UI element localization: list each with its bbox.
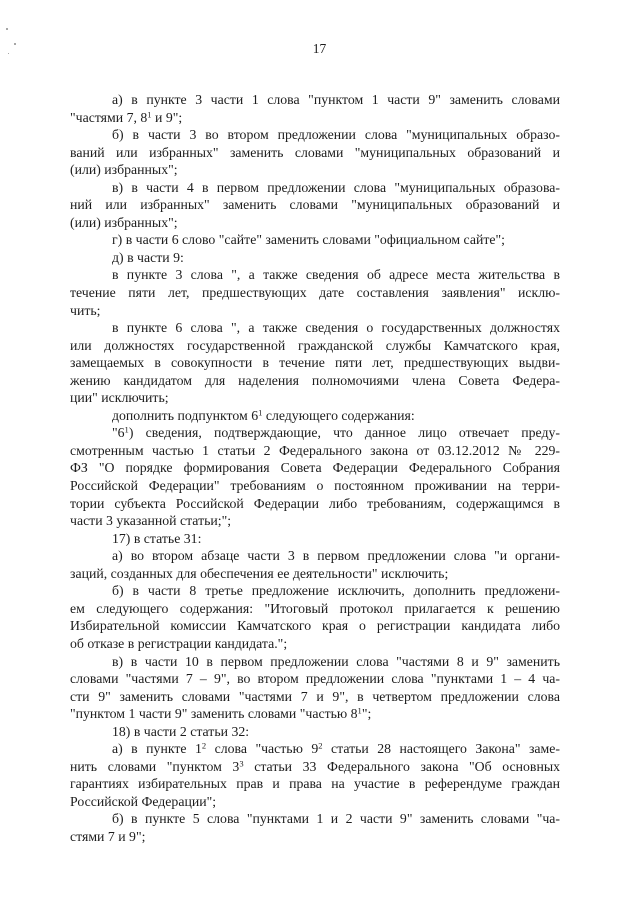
text-run: 17) в статье 31: (112, 530, 202, 546)
superscript: 1 (357, 705, 362, 716)
text-line (70, 372, 560, 390)
text-line (70, 775, 560, 793)
text-line (70, 653, 560, 671)
text-run: дополнить подпунктом 6 (112, 407, 259, 423)
text-run: тории субъекта Российской Федерации либо требованиям, содержащимся в (70, 495, 560, 511)
text-run: сти 9" заменить словами "частями 7 и 9", в четвертом предложении слова (70, 688, 560, 704)
text-line (70, 477, 560, 495)
text-run: а) в пункте 3 части 1 слова "пунктом 1 части 9" заменить словами (112, 92, 560, 107)
text-line (70, 144, 560, 162)
page-number: 17 (312, 41, 327, 56)
text-run: следующего содержания: (262, 407, 415, 423)
text-run: об отказе в регистрации кандидата."; (70, 635, 288, 651)
text-line (70, 407, 560, 425)
text-line (70, 670, 560, 688)
text-run: жению кандидатом для наделения полномочиями члена Совета Федера- (70, 372, 560, 388)
text-line (70, 512, 560, 530)
text-run: статьи 28 настоящего Закона" заме- (322, 741, 560, 757)
text-line (70, 705, 560, 723)
text-line (70, 179, 560, 197)
text-line (70, 688, 560, 706)
text-line (70, 793, 560, 811)
scan-speck (6, 28, 8, 30)
superscript: 1 (258, 407, 263, 418)
text-line (70, 740, 560, 758)
text-line (70, 231, 560, 249)
text-run: стями 7 и 9"; (70, 828, 146, 844)
text-run: Российской Федерации" требованиям о постоянном проживании на терри- (70, 478, 560, 494)
text-line (70, 635, 560, 653)
text-run: заций, созданных для обеспечения ее деятельности" исключить; (70, 565, 449, 581)
text-line (70, 196, 560, 214)
text-line (70, 495, 560, 513)
text-run: смотренным частью 1 статьи 2 Федерального закона от 03.12.2012 № 229- (70, 442, 560, 458)
text-run: нить словами "пунктом 3 (70, 758, 240, 774)
text-line (70, 828, 560, 846)
text-line (70, 354, 560, 372)
text-run: "пунктом 1 части 9" заменить словами "частью 8 (70, 706, 358, 722)
text-run: чить; (70, 302, 101, 318)
text-line (70, 530, 560, 548)
text-run: ) сведения, подтверждающие, что данное лицо отвечает преду- (128, 425, 560, 441)
text-line (70, 565, 560, 583)
text-run: б) в пункте 5 слова "пунктами 1 и 2 части 9" заменить словами "ча- (112, 811, 560, 827)
text-run: и 9"; (151, 109, 183, 125)
text-run: ФЗ "О порядке формирования Совета Федерации Федерального Собрания (70, 460, 560, 476)
text-run: или должностях государственной гражданской службы Камчатского края, (70, 337, 560, 353)
superscript: 1 (147, 108, 152, 119)
text-run: в) в части 10 в первом предложении слова "частями 8 и 9" заменить (112, 653, 560, 669)
text-run: слова "частью 9 (206, 741, 319, 757)
text-run: а) во втором абзаце части 3 в первом предложении слова "и органи- (112, 548, 560, 564)
text-run: ний или избранных" заменить словами "муниципальных образований и (70, 197, 560, 213)
document-body (70, 91, 560, 846)
text-run: ваний или избранных" заменить словами "муниципальных образований и (70, 144, 560, 160)
text-line (70, 389, 560, 407)
text-line (70, 758, 560, 776)
superscript: 2 (318, 740, 323, 751)
text-run: "; (361, 706, 372, 722)
text-run: "частями 7, 8 (70, 109, 148, 125)
text-line (70, 337, 560, 355)
text-line (70, 126, 560, 144)
text-line (70, 582, 560, 600)
text-run: б) в части 8 третье предложение исключить, дополнить предложени- (112, 583, 560, 599)
text-line (70, 161, 560, 179)
text-run: ции" исключить; (70, 390, 169, 406)
superscript: 3 (239, 758, 244, 769)
text-run: статьи 33 Федерального закона "Об основных (243, 758, 560, 774)
text-line (70, 723, 560, 741)
text-line (70, 442, 560, 460)
text-run: в пункте 3 слова ", а также сведения об адресе места жительства в (112, 267, 560, 283)
text-line (70, 617, 560, 635)
text-run: г) в части 6 слово "сайте" заменить словами "официальном сайте"; (112, 232, 505, 248)
text-run: Российской Федерации"; (70, 793, 217, 809)
text-run: б) в части 3 во втором предложении слова "муниципальных образо- (112, 127, 560, 143)
text-line (70, 249, 560, 267)
text-run: в пункте 6 слова ", а также сведения о государственных должностях (112, 320, 560, 336)
text-line (70, 284, 560, 302)
text-run: части 3 указанной статьи;"; (70, 513, 232, 529)
text-line (70, 547, 560, 565)
text-run: 18) в части 2 статьи 32: (112, 723, 250, 739)
text-run: а) в пункте 1 (112, 741, 202, 757)
text-run: ем следующего содержания: "Итоговый протокол прилагается к решению (70, 600, 560, 616)
text-run: (или) избранных"; (70, 162, 178, 178)
text-run: замещаемых в совокупности в течение пяти лет, предшествующих выдви- (70, 355, 560, 371)
text-line (70, 319, 560, 337)
text-line (70, 600, 560, 618)
text-run: в) в части 4 в первом предложении слова "муниципальных образова- (112, 179, 560, 195)
text-line (70, 459, 560, 477)
text-line (70, 302, 560, 320)
text-run: Избирательной комиссии Камчатского края о регистрации кандидата либо (70, 618, 560, 634)
text-line (70, 424, 560, 442)
text-run: "6 (112, 425, 125, 441)
text-run: (или) избранных"; (70, 214, 178, 230)
superscript: 1 (124, 424, 129, 435)
text-run: д) в части 9: (112, 249, 184, 265)
text-line (70, 214, 560, 232)
text-line (70, 266, 560, 284)
text-run: течение пяти лет, предшествующих дате составления заявления" исклю- (70, 285, 560, 301)
text-line (70, 109, 560, 127)
text-run: гарантиях избирательных прав и права на участие в референдуме граждан (70, 776, 560, 792)
text-line (70, 91, 560, 109)
text-run: словами "частями 7 – 9", во втором предложении слова "пунктами 1 – 4 ча- (70, 671, 560, 687)
text-line (70, 810, 560, 828)
superscript: 2 (201, 740, 207, 751)
